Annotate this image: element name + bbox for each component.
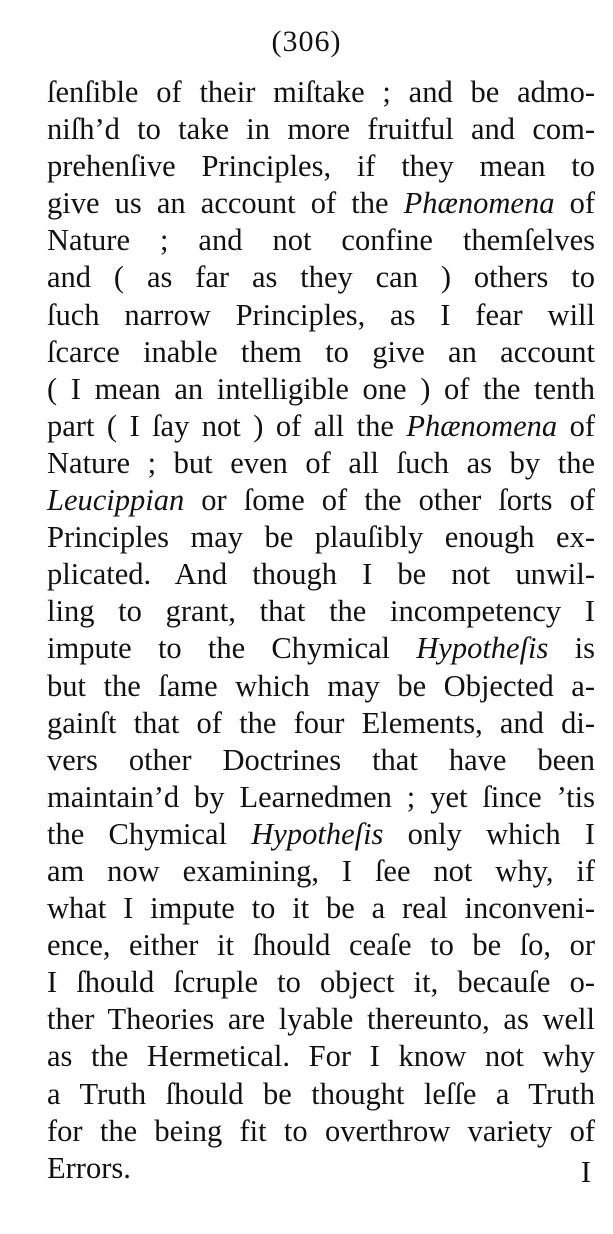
- text-line: [47, 1038, 595, 1075]
- text-span: as the Hermetical. For I know not why: [47, 1039, 595, 1074]
- text-line: [47, 111, 595, 148]
- text-line: [47, 334, 595, 371]
- text-span: give us an account of the: [47, 186, 404, 221]
- text-line: [47, 556, 595, 593]
- text-line: [47, 1076, 595, 1113]
- text-line: [47, 630, 595, 667]
- text-span: am now examining, I ſee not why, if: [47, 853, 595, 888]
- text-line: [47, 816, 595, 853]
- text-span: for the being fit to overthrow variety of: [47, 1113, 595, 1148]
- text-span: Nature ; but even of all ſuch as by the: [47, 445, 595, 480]
- italic-word: Phænomena: [406, 408, 558, 443]
- text-span: impute to the Chymical: [47, 631, 417, 666]
- text-span: and ( as far as they can ) others to: [47, 260, 595, 295]
- text-line: [47, 445, 595, 482]
- text-line: [47, 259, 595, 296]
- text-span: the Chymical: [47, 816, 252, 851]
- text-line: [47, 742, 595, 779]
- text-line: [47, 853, 595, 890]
- text-span: Errors.: [47, 1150, 131, 1185]
- text-line: [47, 482, 595, 519]
- text-span: of: [557, 408, 595, 443]
- text-line: [47, 408, 595, 445]
- italic-word: Hypotheſis: [251, 816, 384, 851]
- text-span: plicated. And though I be not unwil-: [47, 557, 595, 592]
- text-line: [47, 1113, 595, 1150]
- body-text: [47, 74, 595, 1187]
- text-span: only which I: [383, 816, 595, 851]
- text-span: ( I mean an intelligible one ) of the tenth: [47, 371, 595, 406]
- text-span: I ſhould ſcruple to object it, becauſe o-: [47, 965, 595, 1000]
- text-span: but the ſame which may be Objected a-: [47, 668, 595, 703]
- italic-word: Phænomena: [403, 186, 555, 221]
- text-line: [47, 148, 595, 185]
- text-span: ſcarce inable them to give an account: [47, 334, 595, 369]
- text-line: [47, 593, 595, 630]
- text-line: [47, 371, 595, 408]
- text-span: Nature ; and not confine themſelves: [47, 223, 595, 258]
- text-line: [47, 705, 595, 742]
- text-line: [47, 890, 595, 927]
- text-span: vers other Doctrines that have been: [47, 742, 595, 777]
- text-line: [47, 1150, 595, 1187]
- text-line: [47, 222, 595, 259]
- text-line: [47, 519, 595, 556]
- text-span: is: [548, 631, 595, 666]
- text-span: maintain’d by Learnedmen ; yet ſince ’tis: [47, 779, 595, 814]
- text-span: part ( I ſay not ) of all the: [47, 408, 407, 443]
- text-line: [47, 779, 595, 816]
- text-line: [47, 927, 595, 964]
- text-line: [47, 185, 595, 222]
- text-span: a Truth ſhould be thought leſſe a Truth: [47, 1076, 595, 1111]
- italic-word: Hypotheſis: [416, 631, 549, 666]
- text-line: [47, 964, 595, 1001]
- text-span: gainſt that of the four Elements, and di-: [47, 705, 595, 740]
- catchword: I: [580, 1155, 591, 1189]
- text-span: of: [554, 186, 595, 221]
- text-span: or ſome of the other ſorts of: [184, 483, 595, 518]
- text-span: prehenſive Principles, if they mean to: [47, 149, 595, 184]
- text-span: what I impute to it be a real inconveni-: [47, 891, 595, 926]
- text-span: niſh’d to take in more fruitful and com-: [47, 112, 595, 147]
- text-line: [47, 297, 595, 334]
- text-line: [47, 74, 595, 111]
- text-span: Principles may be plauſibly enough ex-: [47, 520, 595, 555]
- italic-word: Leucippian: [47, 483, 185, 518]
- text-line: [47, 668, 595, 705]
- text-span: ther Theories are lyable thereunto, as well: [47, 1002, 595, 1037]
- page-number: (306): [271, 25, 342, 58]
- text-span: ence, either it ſhould ceaſe to be ſo, or: [47, 928, 595, 963]
- text-span: ling to grant, that the incompetency I: [47, 594, 595, 629]
- text-span: ſenſible of their miſtake ; and be admo-: [47, 75, 595, 109]
- text-span: ſuch narrow Principles, as I fear will: [47, 297, 595, 332]
- text-line: [47, 1001, 595, 1038]
